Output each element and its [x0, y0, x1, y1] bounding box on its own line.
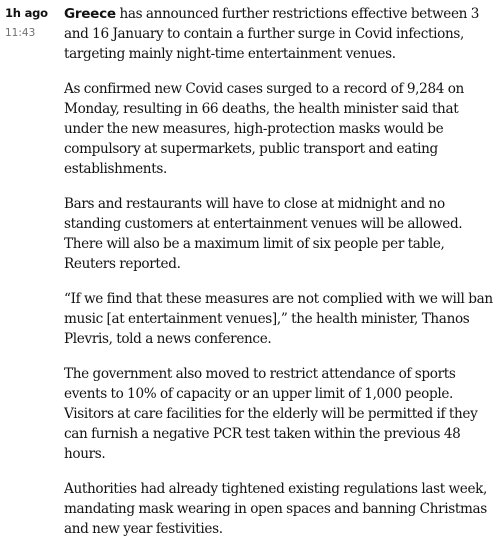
lead-text: has announced further restrictions effective between 3 and 16 January to contain a further surge in Covid infections, targeting mainly night-time entertainment venues.	[64, 6, 480, 62]
time-ago-link[interactable]: 1h ago	[5, 6, 48, 20]
entry-body	[64, 4, 496, 554]
lead-keyword: Greece	[64, 6, 116, 22]
entry-meta	[5, 6, 57, 40]
paragraph-lead	[64, 4, 496, 64]
timestamp: 11:43	[5, 27, 36, 39]
paragraph-sports: The government also moved to restrict attendance of sports events to 10% of capacity or an upper limit of 1,000 people. Visitors at care facilities for the elderly will be permitted if they can furnish a negative PCR test taken within the previous 48 hours.	[64, 366, 478, 462]
paragraph-quote: “If we find that these measures are not complied with we will ban music [at entertainment venues],” the health minister, Thanos Plevris, told a news conference.	[64, 291, 493, 347]
paragraph-authorities: Authorities had already tightened existing regulations last week, mandating mask wearing in open spaces and banning Christmas and new year festivities.	[64, 481, 488, 537]
paragraph-bars: Bars and restaurants will have to close at midnight and no standing customers at entertainment venues will be allowed. There will also be a maximum limit of six people per table, Reuters reported.	[64, 196, 463, 272]
paragraph-cases: As confirmed new Covid cases surged to a record of 9,284 on Monday, resulting in 66 deaths, the health minister said that under the new measures, high-protection masks would be compulsory at supermarkets, public transport and eating establishments.	[64, 81, 464, 177]
